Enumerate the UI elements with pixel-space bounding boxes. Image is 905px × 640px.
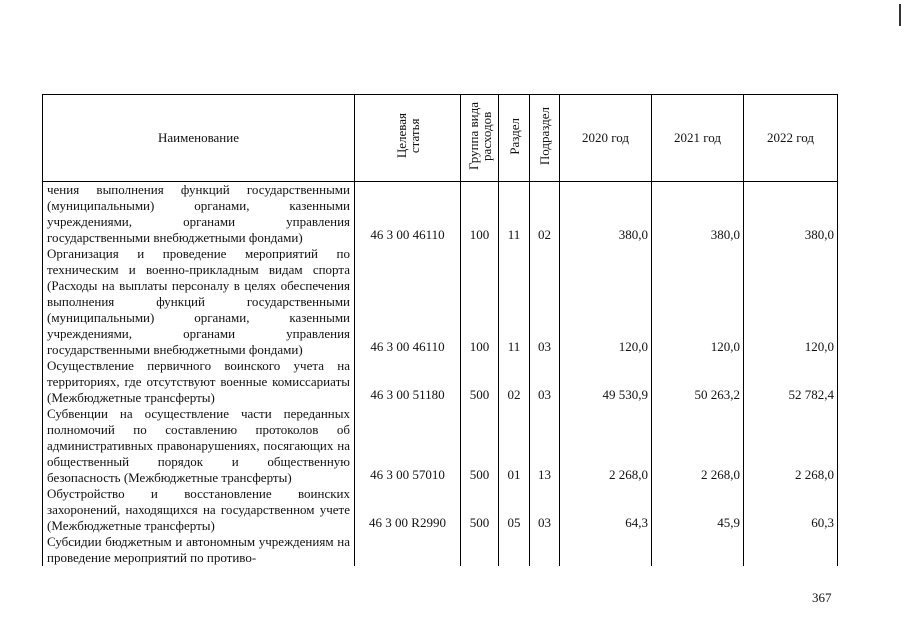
row-section: 02: [499, 358, 530, 406]
header-section: Раздел: [499, 95, 530, 182]
table-row: [43, 246, 838, 358]
row-subsection: 03: [530, 358, 560, 406]
row-subsection: 03: [530, 246, 560, 358]
row-2022: 60,3: [744, 486, 838, 534]
row-section: 11: [499, 246, 530, 358]
row-subsection: 02: [530, 182, 560, 247]
row-target-article: 46 3 00 57010: [355, 406, 461, 486]
row-2020: 64,3: [560, 486, 652, 534]
row-2021: 380,0: [652, 182, 744, 247]
row-target-article: 46 3 00 46110: [355, 182, 461, 247]
row-name: Субвенции на осуществление части переданных полномочий по составлению протоколов об административных правонарушениях, посягающих на общественный порядок и общественную безопасность (Межбюджетные трансферты): [43, 406, 355, 486]
header-year-2021: 2021 год: [652, 95, 744, 182]
row-2020: 2 268,0: [560, 406, 652, 486]
row-section: 01: [499, 406, 530, 486]
table-header-row: [43, 95, 838, 182]
row-section: 11: [499, 182, 530, 247]
scan-edge-mark: [899, 4, 901, 26]
row-subsection: 03: [530, 486, 560, 534]
row-2022: [744, 534, 838, 566]
row-2020: [560, 534, 652, 566]
row-2021: 2 268,0: [652, 406, 744, 486]
row-name: Обустройство и восстановление воинских захоронений, находящихся на государственном учете (Межбюджетные трансферты): [43, 486, 355, 534]
budget-table: [42, 94, 838, 566]
table-row: [43, 182, 838, 247]
row-subsection: 13: [530, 406, 560, 486]
row-section: [499, 534, 530, 566]
row-2020: 120,0: [560, 246, 652, 358]
header-expense-group: Группа вида расходов: [461, 95, 499, 182]
row-2021: 120,0: [652, 246, 744, 358]
row-expense-group: [461, 534, 499, 566]
row-2021: 45,9: [652, 486, 744, 534]
table-row-continued: [43, 534, 838, 566]
row-2022: 380,0: [744, 182, 838, 247]
row-target-article: [355, 534, 461, 566]
header-year-2020: 2020 год: [560, 95, 652, 182]
page-number: 367: [812, 590, 832, 605]
header-subsection: Подраздел: [530, 95, 560, 182]
header-target-article: Целевая статья: [355, 95, 461, 182]
header-year-2022: 2022 год: [744, 95, 838, 182]
row-subsection: [530, 534, 560, 566]
table-row: [43, 486, 838, 534]
row-2022: 52 782,4: [744, 358, 838, 406]
row-target-article: 46 3 00 51180: [355, 358, 461, 406]
row-2022: 120,0: [744, 246, 838, 358]
row-name: Организация и проведение мероприятий по техническим и военно-прикладным видам спорта (Расходы на выплаты персоналу в целях обеспечения выполнения функций государственными (муниципальными) органами, казенными учреждениями, органами управления государственными внебюджетными фондами): [43, 246, 355, 358]
row-2021: 50 263,2: [652, 358, 744, 406]
header-name: Наименование: [43, 95, 355, 182]
row-section: 05: [499, 486, 530, 534]
row-expense-group: 500: [461, 486, 499, 534]
row-expense-group: 500: [461, 406, 499, 486]
row-expense-group: 100: [461, 246, 499, 358]
row-name: Субсидии бюджетным и автономным учреждениям на проведение мероприятий по противо-: [43, 534, 355, 566]
row-target-article: 46 3 00 46110: [355, 246, 461, 358]
row-2022: 2 268,0: [744, 406, 838, 486]
row-expense-group: 100: [461, 182, 499, 247]
table-row: [43, 406, 838, 486]
row-name: Осуществление первичного воинского учета на территориях, где отсутствуют военные комиссариаты (Межбюджетные трансферты): [43, 358, 355, 406]
table-row: [43, 358, 838, 406]
row-2021: [652, 534, 744, 566]
row-target-article: 46 3 00 R2990: [355, 486, 461, 534]
row-2020: 49 530,9: [560, 358, 652, 406]
row-expense-group: 500: [461, 358, 499, 406]
row-name: чения выполнения функций государственными (муниципальными) органами, казенными учреждениями, органами управления государственными внебюджетными фондами): [43, 182, 355, 247]
row-2020: 380,0: [560, 182, 652, 247]
